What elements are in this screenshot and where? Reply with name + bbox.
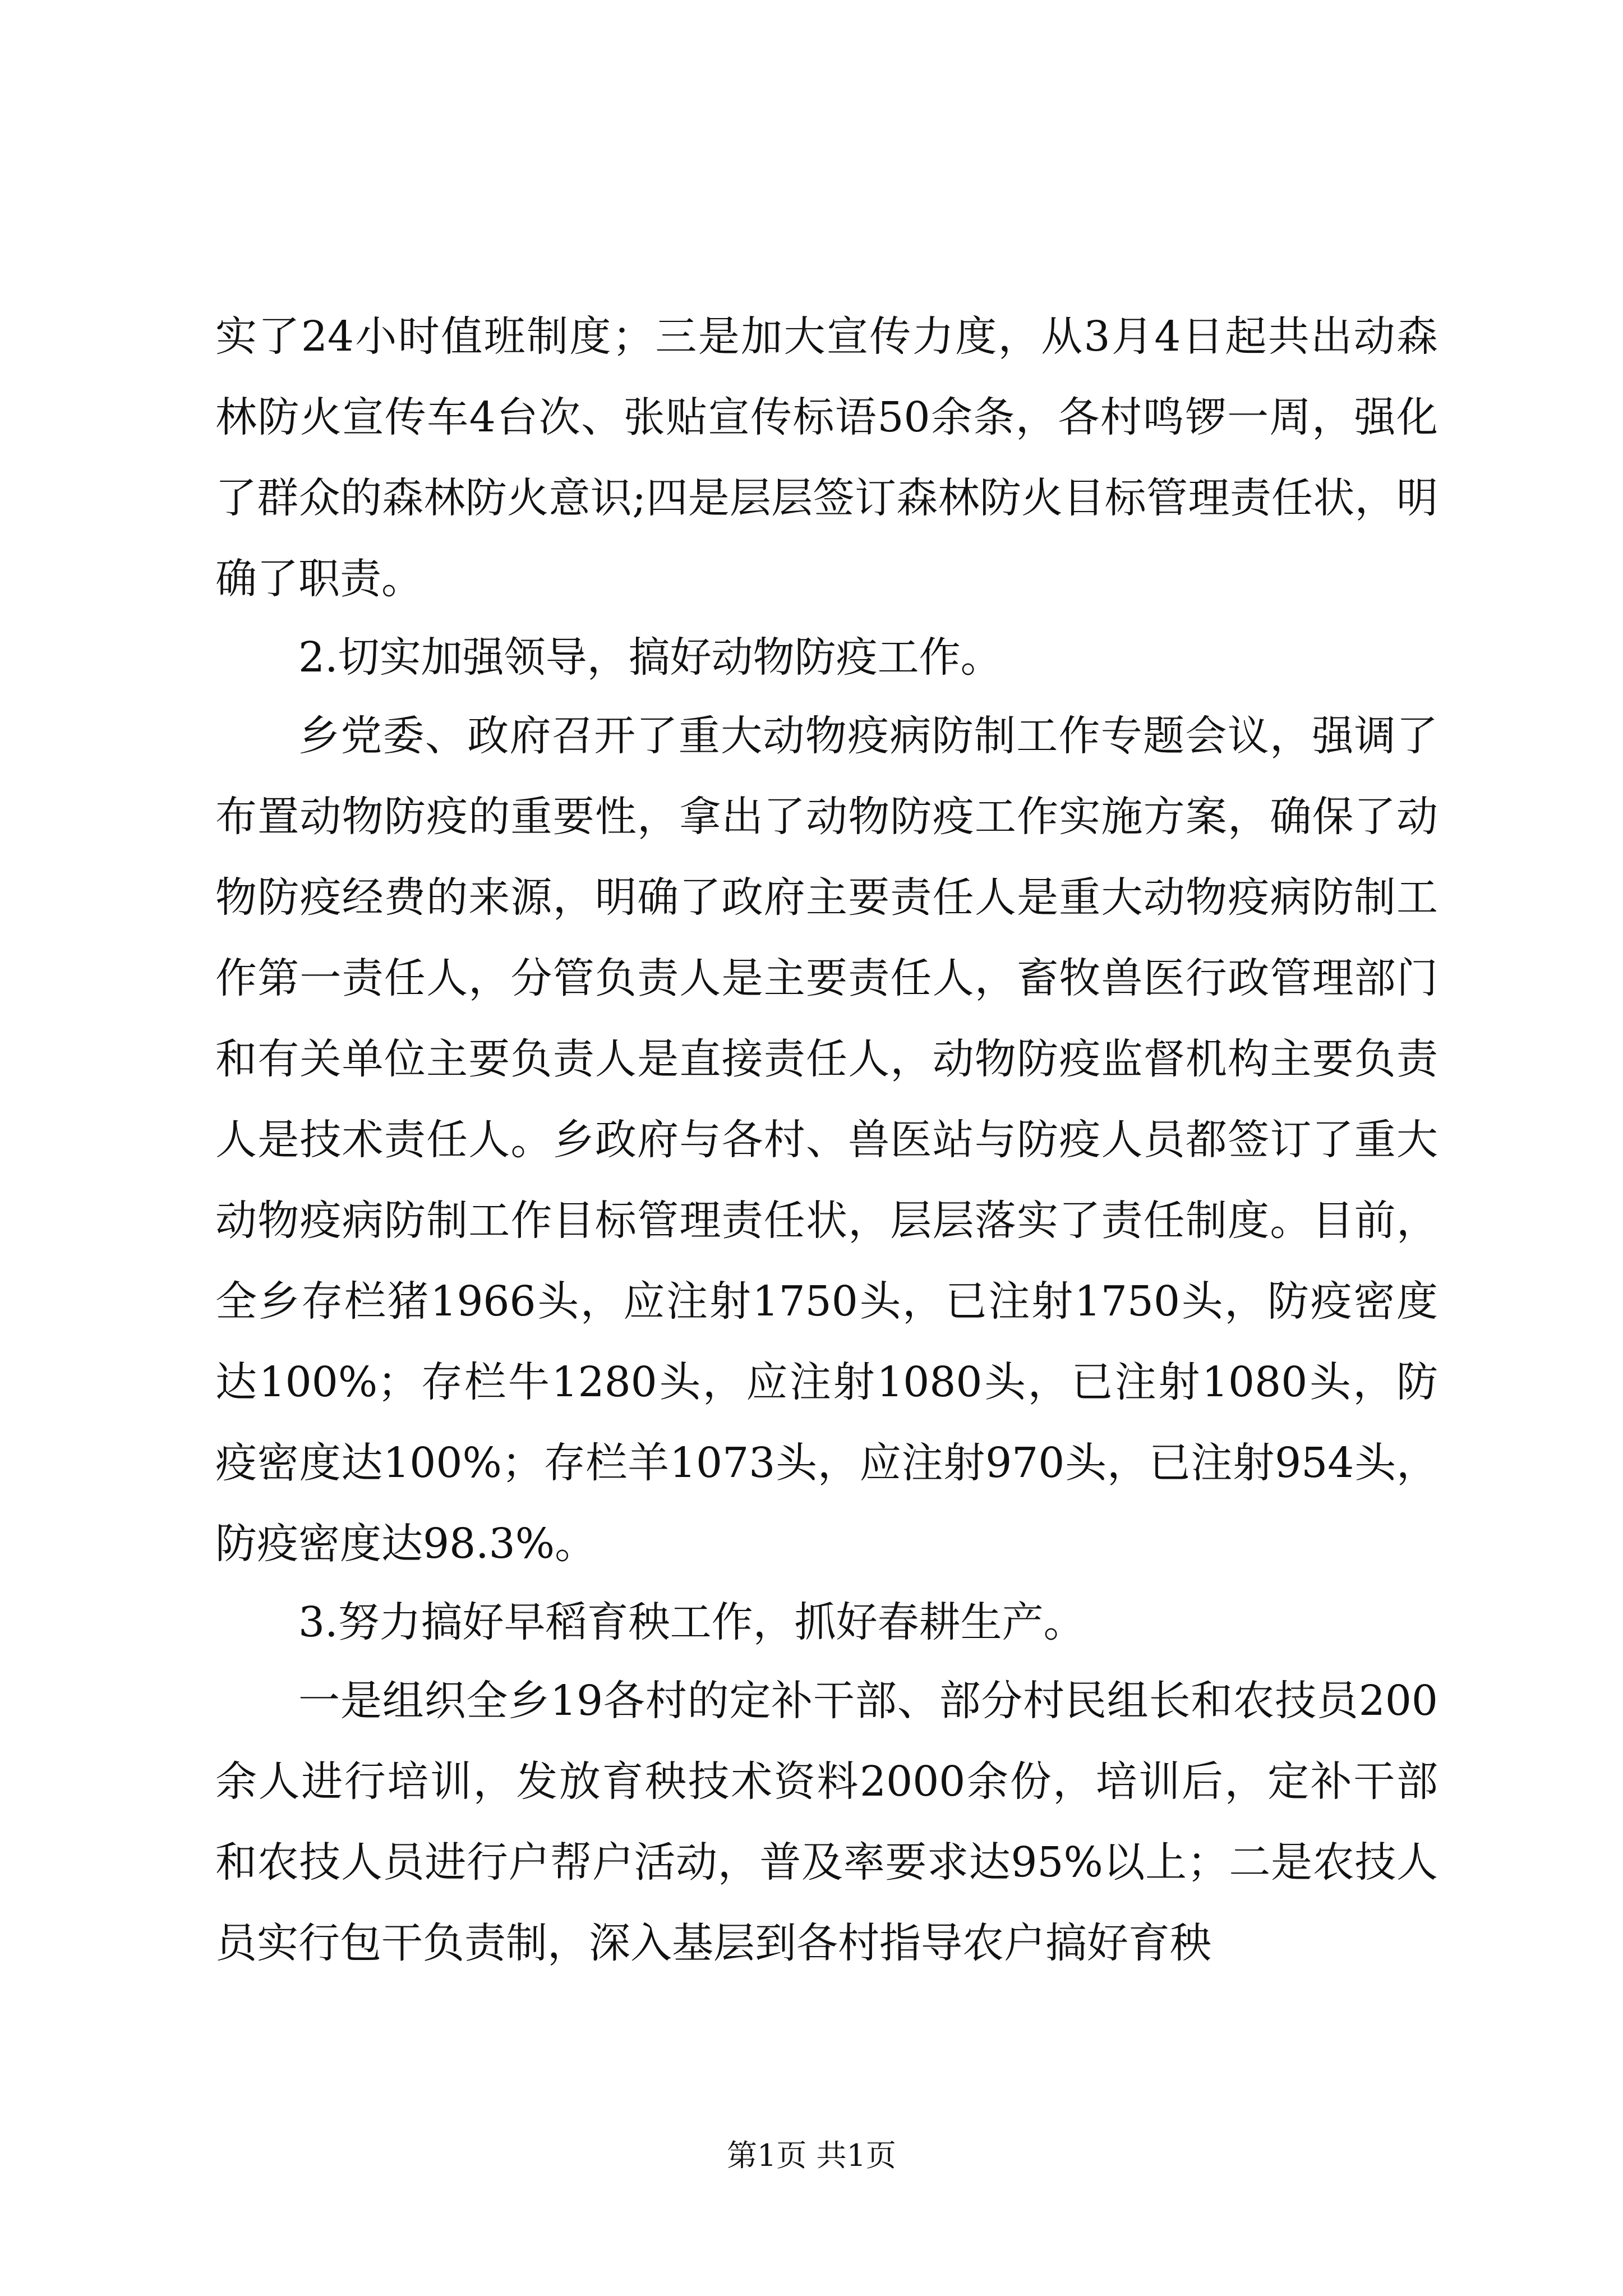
paragraph-1: 实了24小时值班制度；三是加大宣传力度，从3月4日起共出动森林防火宣传车4台次、张贴宣传标语50余条，各村鸣锣一周，强化了群众的森林防火意识;四是层层签订森林防火目标管理责任状，明确了职责。 [215,312,1438,603]
paragraph-5: 一是组织全乡19各村的定补干部、部分村民组长和农技员200余人进行培训，发放育秧技术资料2000余份，培训后，定补干部和农技人员进行户帮户活动，普及率要求达95%以上；二是农技人员实行包干负责制，深入基层到各村指导农户搞好育秧 [215,1677,1438,1967]
paragraph-3: 乡党委、政府召开了重大动物疫病防制工作专题会议，强调了布置动物防疫的重要性，拿出了动物防疫工作实施方案，确保了动物防疫经费的来源，明确了政府主要责任人是重大动物疫病防制工作第一责任人，分管负责人是主要责任人，畜牧兽医行政管理部门和有关单位主要负责人是直接责任人，动物防疫监督机构主要负责人是技术责任人。乡政府与各村、兽医站与防疫人员都签订了重大动物疫病防制工作目标管理责任状，层层落实了责任制度。目前，全乡存栏猪1966头，应注射1750头，已注射1750头，防疫密度达100%；存栏牛1280头，应注射1080头，已注射1080头，防疫密度达100%；存栏羊1073头，应注射970头，已注射954头，防疫密度达98.3%。 [215,712,1438,1568]
page-footer: 第1页 共1页 [727,2138,896,2173]
paragraph-2-heading: 2.切实加强领导，搞好动物防疫工作。 [298,633,1002,682]
paragraph-4-heading: 3.努力搞好早稻育秧工作，抓好春耕生产。 [298,1598,1085,1646]
document-body [215,296,1438,1981]
